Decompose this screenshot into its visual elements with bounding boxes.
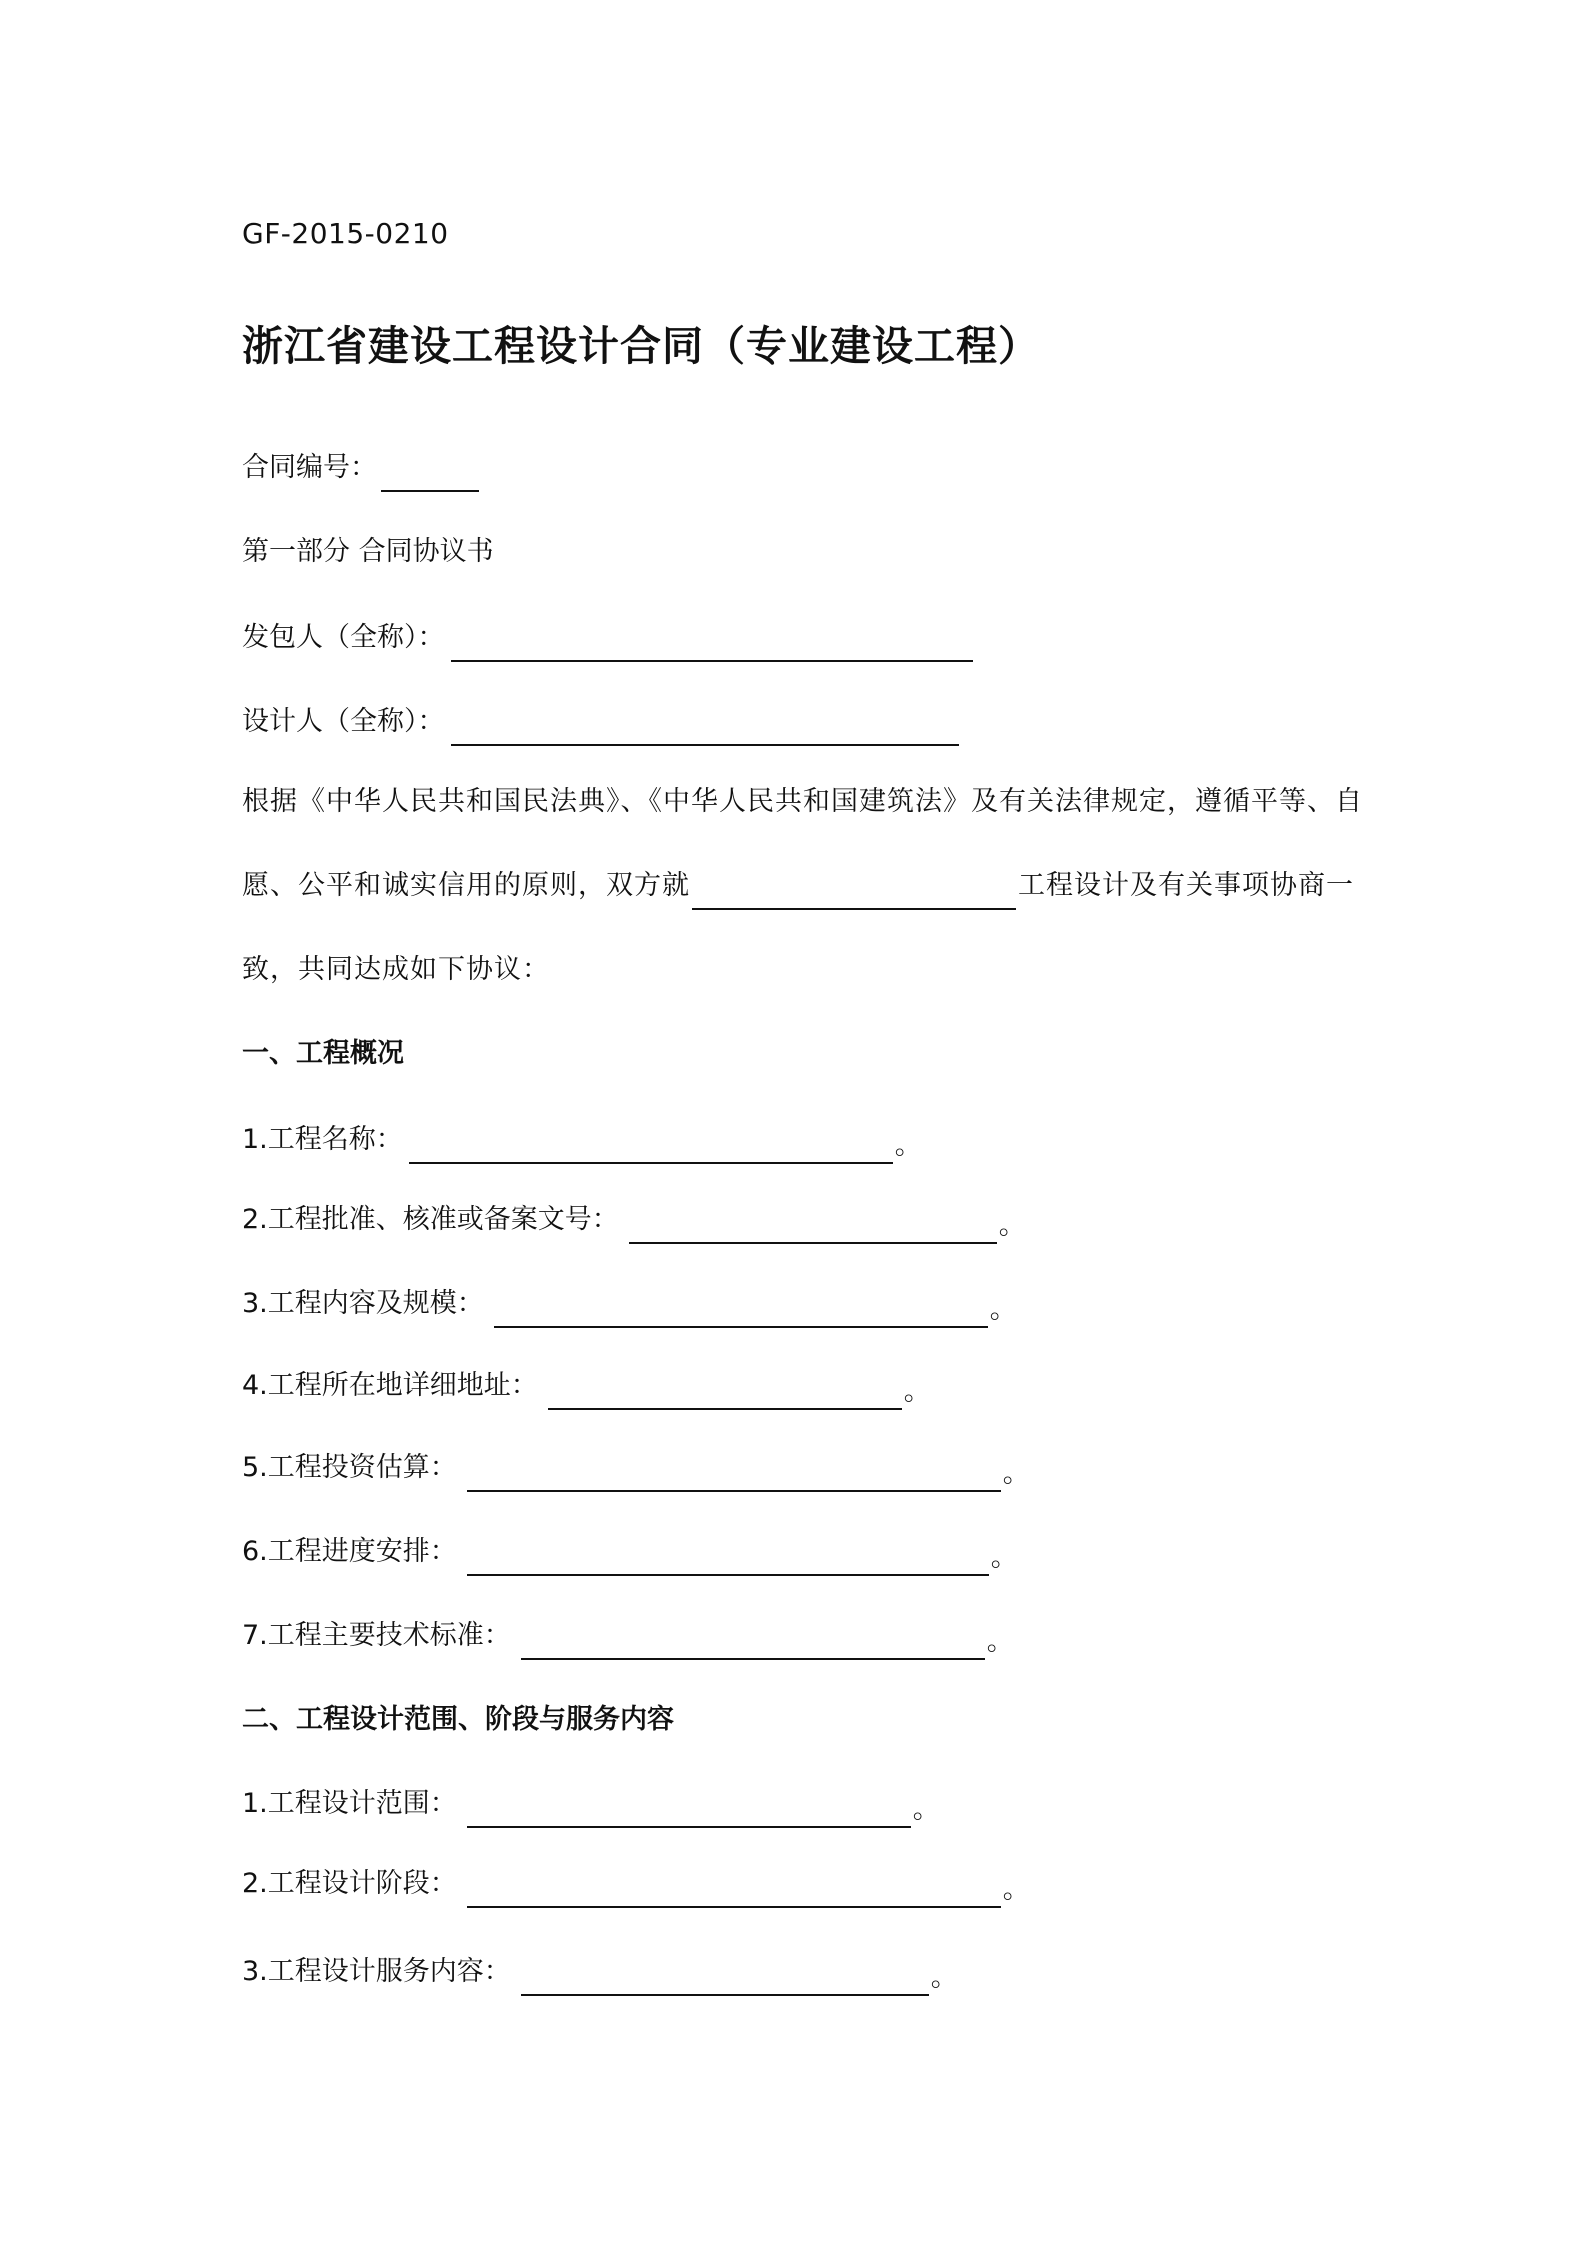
- item-row: [242, 1954, 958, 1993]
- schedule-field[interactable]: [467, 1544, 989, 1576]
- contract-number-row: [242, 450, 479, 486]
- item-end: 。: [989, 1294, 1017, 1325]
- item-end: 。: [912, 1794, 940, 1825]
- address-field[interactable]: [548, 1378, 902, 1410]
- item-end: 。: [930, 1962, 958, 1993]
- item-end: 。: [894, 1130, 922, 1161]
- contract-number-label: 合同编号：: [242, 452, 377, 483]
- item-row: [242, 1618, 1014, 1657]
- item-label: 4.工程所在地详细地址：: [242, 1370, 538, 1401]
- item-row: [242, 1368, 931, 1407]
- item-end: 。: [1002, 1458, 1030, 1489]
- document-title: 浙江省建设工程设计合同（专业建设工程）: [242, 322, 1040, 370]
- client-label: 发包人（全称）：: [242, 622, 445, 653]
- item-end: 。: [1002, 1874, 1030, 1905]
- designer-row: [242, 704, 959, 740]
- preamble-line-1: 根据《中华人民共和国民法典》、《中华人民共和国建筑法》及有关法律规定，遵循平等、自: [242, 786, 1363, 817]
- item-row: [242, 1786, 940, 1825]
- preamble-line-2: [242, 868, 1354, 904]
- client-name-field[interactable]: [451, 630, 973, 662]
- item-label: 6.工程进度安排：: [242, 1536, 457, 1567]
- project-name-inline-field[interactable]: [692, 878, 1016, 910]
- preamble-line-3: 致，共同达成如下协议：: [242, 954, 550, 985]
- item-row: [242, 1122, 922, 1161]
- design-stage-field[interactable]: [467, 1876, 1001, 1908]
- preamble-line-2-start: 愿、公平和诚实信用的原则，双方就: [242, 870, 690, 901]
- designer-label: 设计人（全称）：: [242, 706, 445, 737]
- technical-standards-field[interactable]: [521, 1628, 985, 1660]
- design-service-content-field[interactable]: [521, 1964, 929, 1996]
- item-label: 2.工程批准、核准或备案文号：: [242, 1204, 619, 1235]
- section-one-heading: 一、工程概况: [242, 1038, 404, 1069]
- item-end: 。: [903, 1376, 931, 1407]
- client-row: [242, 620, 973, 656]
- document-code: GF-2015-0210: [242, 217, 449, 250]
- item-end: 。: [998, 1210, 1026, 1241]
- item-label: 7.工程主要技术标准：: [242, 1620, 511, 1651]
- item-row: [242, 1202, 1026, 1241]
- investment-estimate-field[interactable]: [467, 1460, 1001, 1492]
- design-scope-field[interactable]: [467, 1796, 911, 1828]
- approval-number-field[interactable]: [629, 1212, 997, 1244]
- section-two-heading: 二、工程设计范围、阶段与服务内容: [242, 1704, 674, 1735]
- preamble-line-2-end: 工程设计及有关事项协商一: [1018, 870, 1354, 901]
- item-label: 1.工程设计范围：: [242, 1788, 457, 1819]
- item-label: 1.工程名称：: [242, 1124, 403, 1155]
- contract-number-field[interactable]: [381, 460, 479, 492]
- item-label: 3.工程内容及规模：: [242, 1288, 484, 1319]
- designer-name-field[interactable]: [451, 714, 959, 746]
- item-row: [242, 1450, 1030, 1489]
- scope-scale-field[interactable]: [494, 1296, 988, 1328]
- part-one-heading: 第一部分 合同协议书: [242, 536, 494, 567]
- item-end: 。: [986, 1626, 1014, 1657]
- item-row: [242, 1286, 1017, 1325]
- item-end: 。: [990, 1542, 1018, 1573]
- item-label: 3.工程设计服务内容：: [242, 1956, 511, 1987]
- item-label: 2.工程设计阶段：: [242, 1868, 457, 1899]
- item-label: 5.工程投资估算：: [242, 1452, 457, 1483]
- project-name-field[interactable]: [409, 1132, 893, 1164]
- item-row: [242, 1866, 1030, 1905]
- item-row: [242, 1534, 1018, 1573]
